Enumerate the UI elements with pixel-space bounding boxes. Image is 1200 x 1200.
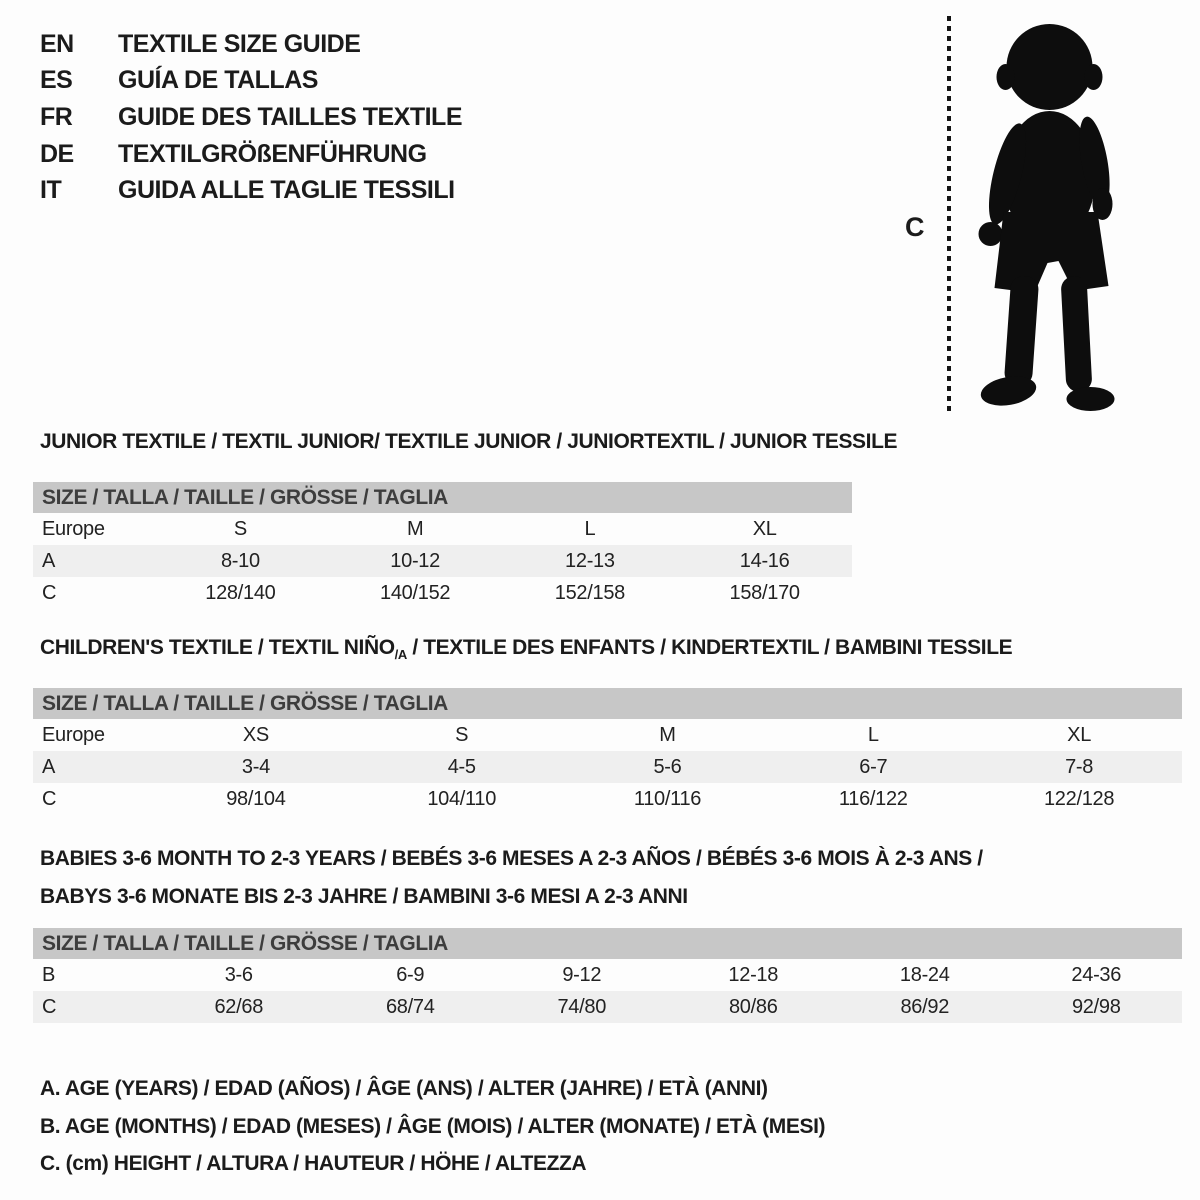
table-cell: M [659,723,676,746]
table-row-age [33,751,1182,783]
size-header-bar: SIZE / TALLA / TAILLE / GRÖSSE / TAGLIA [33,482,852,513]
table-row-europe [33,513,852,545]
row-label: Europe [42,723,105,746]
title-subscript: /A [394,647,407,663]
lang-code: ES [40,66,73,95]
row-label: Europe [42,517,105,540]
table-cell: 24-36 [1071,963,1122,986]
table-cell: 7-8 [1065,755,1094,778]
row-label: B [42,963,56,986]
table-cell: XL [1067,723,1092,746]
table-cell: 104/110 [427,787,497,810]
lang-label: GUIDA ALLE TAGLIE TESSILI [118,176,455,205]
junior-size-table [33,482,852,609]
children-size-table [33,688,1182,815]
table-cell: 74/80 [557,995,607,1018]
table-cell: XL [752,517,777,540]
lang-code: FR [40,102,73,131]
table-cell: 5-6 [653,755,682,778]
footnote-a: A. AGE (YEARS) / EDAD (AÑOS) / ÂGE (ANS) / ALTER (JAHRE) / ETÀ (ANNI) [40,1077,768,1100]
height-measure-label: C [905,212,925,242]
table-cell: 4-5 [447,755,476,778]
row-label: C [42,787,57,810]
table-cell: 8-10 [220,549,260,572]
table-cell: 116/122 [838,787,908,810]
title-text: / TEXTILE DES ENFANTS / KINDERTEXTIL / BAMBINI TESSILE [406,636,1013,659]
title-line: BABYS 3-6 MONATE BIS 2-3 JAHRE / BAMBINI 3-6 MESI A 2-3 ANNI [40,885,688,908]
table-cell: S [455,723,469,746]
toddler-silhouette-icon [960,14,1138,414]
table-cell: M [406,517,424,540]
title-line: BABIES 3-6 MONTH TO 2-3 YEARS / BEBÉS 3-6 MESES A 2-3 AÑOS / BÉBÉS 3-6 MOIS À 2-3 ANS / [40,847,983,870]
table-cell: 86/92 [900,995,950,1018]
table-cell: 152/158 [554,581,625,604]
lang-row [40,136,462,173]
section-title-babies [40,840,983,916]
table-cell: 9-12 [562,963,602,986]
lang-row [40,63,462,100]
row-label: C [42,995,57,1018]
table-cell: 140/152 [380,581,451,604]
table-cell: 98/104 [226,787,286,810]
table-cell: L [584,517,596,540]
table-cell: 14-16 [739,549,790,572]
lang-label: TEXTILE SIZE GUIDE [118,29,361,58]
table-cell: 6-7 [859,755,888,778]
lang-label: TEXTILGRÖßENFÜHRUNG [118,139,427,168]
row-label: C [42,581,57,604]
table-cell: L [867,723,879,746]
legend-footnotes [40,1070,825,1183]
table-cell: 18-24 [899,963,950,986]
table-cell: XS [242,723,269,746]
table-row-height [33,991,1182,1023]
table-cell: S [233,517,247,540]
table-cell: 12-13 [565,549,615,572]
row-label: A [42,755,56,778]
table-row-height [33,577,852,609]
table-row-age [33,545,852,577]
lang-code: IT [40,176,62,205]
table-cell: 62/68 [214,995,264,1018]
table-cell: 128/140 [205,581,276,604]
size-header-bar: SIZE / TALLA / TAILLE / GRÖSSE / TAGLIA [33,688,1182,719]
table-cell: 6-9 [396,963,425,986]
lang-code: DE [40,139,74,168]
table-cell: 110/116 [633,787,702,810]
table-row-europe [33,719,1182,751]
height-measure-line [947,16,951,414]
table-cell: 3-4 [241,755,270,778]
table-row-age-months [33,959,1182,991]
lang-label: GUIDE DES TAILLES TEXTILE [118,102,463,131]
table-cell: 80/86 [728,995,778,1018]
lang-row [40,99,462,136]
table-cell: 68/74 [385,995,435,1018]
row-label: A [42,549,56,572]
size-header-bar: SIZE / TALLA / TAILLE / GRÖSSE / TAGLIA [33,928,1182,959]
table-row-height [33,783,1182,815]
lang-label: GUÍA DE TALLAS [118,66,318,95]
section-title-children [40,636,1012,662]
table-cell: 122/128 [1043,787,1115,810]
lang-code: EN [40,29,74,58]
footnote-c: C. (cm) HEIGHT / ALTURA / HAUTEUR / HÖHE / ALTEZZA [40,1152,587,1175]
babies-size-table [33,928,1182,1023]
table-cell: 158/170 [729,581,800,604]
section-title-junior: JUNIOR TEXTILE / TEXTIL JUNIOR/ TEXTILE JUNIOR / JUNIORTEXTIL / JUNIOR TESSILE [40,430,898,453]
title-text: CHILDREN'S TEXTILE / TEXTIL NIÑO [40,636,395,659]
language-header [40,26,462,209]
lang-row [40,26,462,63]
table-cell: 92/98 [1071,995,1121,1018]
lang-row [40,172,462,209]
table-cell: 3-6 [224,963,253,986]
table-cell: 12-18 [728,963,779,986]
footnote-b: B. AGE (MONTHS) / EDAD (MESES) / ÂGE (MOIS) / ALTER (MONATE) / ETÀ (MESI) [40,1114,826,1138]
table-cell: 10-12 [390,549,440,572]
